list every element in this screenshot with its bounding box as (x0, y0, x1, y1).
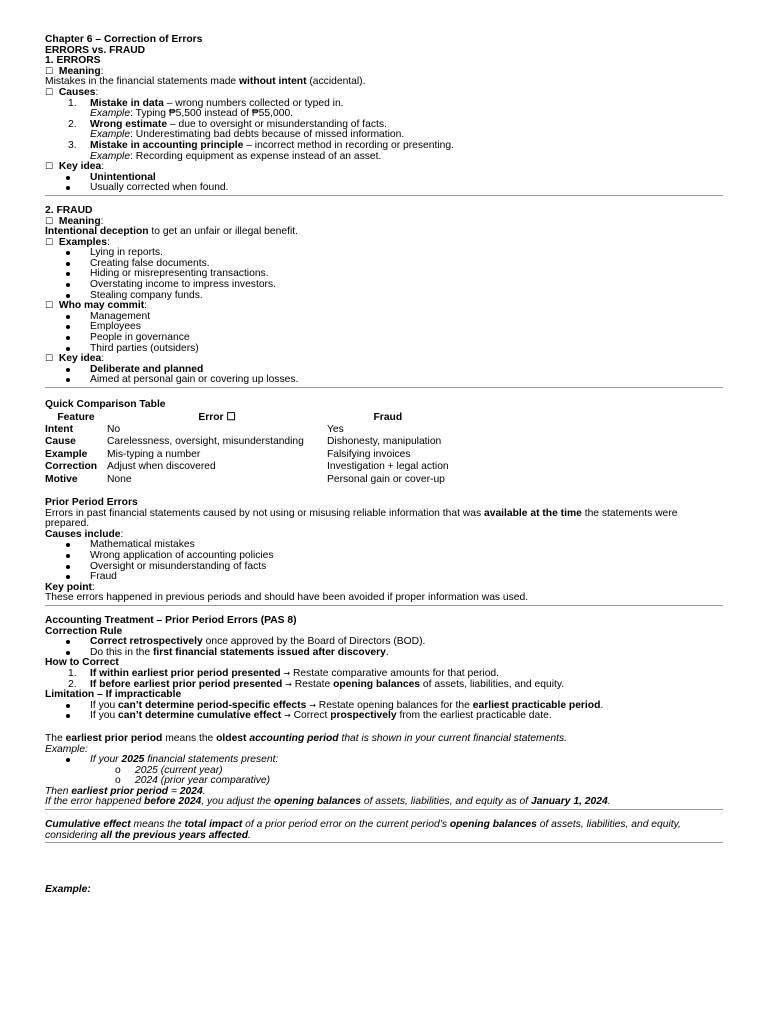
arrow-right-icon: → (284, 711, 291, 721)
list-item: Correct retrospectively once approved by the Board of Directors (BOD). (45, 637, 723, 648)
column-header: Fraud (373, 411, 403, 423)
list-item: Third parties (outsiders) (45, 344, 723, 355)
bullet-icon (66, 565, 70, 569)
rule-list (45, 637, 723, 658)
bullet-icon (66, 714, 70, 718)
list-item: Wrong application of accounting policies (45, 551, 723, 562)
bullet-icon (66, 325, 70, 329)
arrow-right-icon: → (283, 668, 291, 678)
fraud-examples-label: ☐ Examples: (45, 236, 110, 248)
bullet-icon (66, 378, 70, 382)
list-item: 1. If within earliest prior period presented → Restate comparative amounts for that period. (68, 667, 500, 679)
list-item: Management (45, 312, 723, 323)
bullet-icon (66, 704, 70, 708)
document-page (45, 35, 723, 896)
earliest-example-label: Example: (45, 743, 88, 755)
errors-key-label: ☐ Key idea: (45, 161, 105, 173)
errors-meaning-label: ☐ Meaning: (45, 65, 104, 77)
fraud-who-list (45, 312, 723, 354)
column-header: Feature (57, 411, 95, 423)
list-item-example: Example: Typing ₱5,500 instead of ₱55,000. (90, 108, 294, 120)
bullet-icon (66, 640, 70, 644)
cumulative-definition: Cumulative effect means the total impact of a prior period error on the current period’s opening balances of assets, liabilities, and equity, considering all the previous years affected. (45, 819, 681, 841)
bullet-icon (66, 368, 70, 372)
checkbox-icon: ☐ (45, 301, 54, 312)
fraud-who-label: ☐ Who may commit: (45, 300, 147, 312)
bullet-icon (66, 186, 70, 190)
bullet-icon (66, 347, 70, 351)
table-row: Correction Adjust when discovered Investigation + legal action (45, 461, 449, 473)
checkbox-icon: ☐ (45, 237, 54, 248)
list-item: Creating false documents. (45, 259, 723, 270)
list-item: Do this in the first financial statements issued after discovery. (45, 648, 723, 659)
errors-meaning-text: Mistakes in the financial statements made without intent (accidental). (45, 76, 366, 88)
chapter-title: Chapter 6 – Correction of Errors (45, 34, 203, 45)
prior-key-text: These errors happened in previous periods and should have been avoided if proper information was used. (45, 592, 529, 604)
treatment-heading: Accounting Treatment – Prior Period Errors (PAS 8) (45, 614, 297, 626)
prior-key-label: Key point: (45, 581, 95, 593)
bullet-icon (66, 315, 70, 319)
checkbox-icon: ☐ (45, 216, 54, 227)
list-item: Lying in reports. (45, 248, 723, 259)
earliest-sub-list (45, 766, 723, 787)
list-item: Aimed at personal gain or covering up losses. (45, 375, 723, 386)
bullet-icon (66, 336, 70, 340)
fraud-heading: 2. FRAUD (45, 204, 93, 216)
table-row: Intent No Yes (45, 424, 344, 435)
arrow-right-icon: → (285, 679, 292, 689)
list-item: Mathematical mistakes (45, 540, 723, 551)
list-item: 2. If before earliest prior period presented → Restate opening balances of assets, liabilities, and equity. (68, 678, 565, 690)
bullet-icon (66, 575, 70, 579)
fraud-meaning-label: ☐ Meaning: (45, 215, 104, 227)
bullet-icon (66, 176, 70, 180)
table-row: Example Mis-typing a number Falsifying invoices (45, 448, 411, 460)
list-item: People in governance (45, 333, 723, 344)
limit-label: Limitation – If impracticable (45, 689, 182, 701)
bullet-icon (66, 651, 70, 655)
document-subtitle: ERRORS vs. FRAUD (45, 44, 146, 56)
errors-key-list (45, 173, 723, 194)
checkbox-icon: ☐ (45, 66, 54, 77)
bullet-icon (66, 543, 70, 547)
list-item: Overstating income to impress investors. (45, 280, 723, 291)
checkbox-icon: ☐ (45, 87, 54, 98)
column-header: Error ☐ (198, 411, 236, 423)
bullet-icon (66, 262, 70, 266)
list-item: Usually corrected when found. (45, 183, 723, 194)
errors-heading: 1. ERRORS (45, 55, 101, 67)
list-item: Hiding or misrepresenting transactions. (45, 269, 723, 280)
fraud-key-label: ☐ Key idea: (45, 353, 105, 365)
list-item-example: Example: Underestimating bad debts because of missed information. (90, 129, 405, 141)
list-item: Employees (45, 322, 723, 333)
comparison-title: Quick Comparison Table (45, 399, 166, 410)
limit-list (45, 701, 723, 722)
final-example-label: Example: (45, 884, 91, 896)
prior-description: Errors in past financial statements caused by not using or misusing reliable information that was available at the time the statements were prepared. (45, 507, 678, 530)
table-row: Cause Carelessness, oversight, misunderstanding Dishonesty, manipulation (45, 436, 442, 448)
table-row: Motive None Personal gain or cover-up (45, 473, 445, 485)
list-item: Stealing company funds. (45, 291, 723, 302)
comparison-table (45, 412, 449, 486)
list-item: o 2025 (current year) (115, 764, 223, 776)
bullet-icon (66, 272, 70, 276)
how-list (45, 669, 723, 690)
prior-causes-list (45, 540, 723, 582)
circle-bullet-icon: o (115, 764, 121, 776)
arrow-right-icon: → (309, 700, 316, 710)
list-item: 2. Wrong estimate – due to oversight or misunderstanding of facts. (68, 118, 387, 130)
bullet-icon (66, 251, 70, 255)
fraud-key-list (45, 365, 723, 386)
list-item: Deliberate and planned (45, 365, 723, 376)
bullet-icon (66, 554, 70, 558)
rule-label: Correction Rule (45, 625, 123, 637)
how-label: How to Correct (45, 657, 119, 669)
bullet-icon (66, 294, 70, 298)
bullet-icon (66, 758, 70, 762)
earliest-then: Then earliest prior period = 2024. (45, 785, 206, 797)
list-item: Unintentional (45, 173, 723, 184)
list-item: Fraud (45, 572, 723, 583)
earliest-if: If the error happened before 2024, you adjust the opening balances of assets, liabilities, and equity as of January 1, 2024. (45, 796, 611, 808)
list-item: 1. Mistake in data – wrong numbers collected or typed in. (68, 97, 344, 109)
list-item: o 2024 (prior year comparative) (115, 775, 271, 787)
errors-causes-list (45, 99, 723, 163)
list-item: Oversight or misunderstanding of facts (45, 562, 723, 573)
fraud-meaning-text: Intentional deception to get an unfair or illegal benefit. (45, 226, 298, 238)
list-item: If you can’t determine period-specific effects → Restate opening balances for the earliest practicable period. (45, 701, 723, 712)
list-item-example: Example: Recording equipment as expense instead of an asset. (90, 150, 382, 162)
list-item: If your 2025 financial statements present: (45, 755, 723, 766)
errors-causes-label: ☐ Causes: (45, 86, 99, 98)
earliest-definition: The earliest prior period means the oldest accounting period that is shown in your current financial statements. (45, 732, 567, 744)
bullet-icon (66, 283, 70, 287)
table-header-row (45, 412, 449, 424)
prior-causes-label: Causes include: (45, 528, 124, 540)
checkbox-icon: ☐ (45, 354, 54, 365)
prior-heading: Prior Period Errors (45, 497, 138, 509)
list-item: If you can’t determine cumulative effect → Correct prospectively from the earliest practicable date. (45, 711, 723, 722)
fraud-examples-list (45, 248, 723, 301)
circle-bullet-icon: o (115, 775, 121, 787)
list-item: 3. Mistake in accounting principle – incorrect method in recording or presenting. (68, 139, 454, 151)
checkbox-icon: ☐ (45, 162, 54, 173)
